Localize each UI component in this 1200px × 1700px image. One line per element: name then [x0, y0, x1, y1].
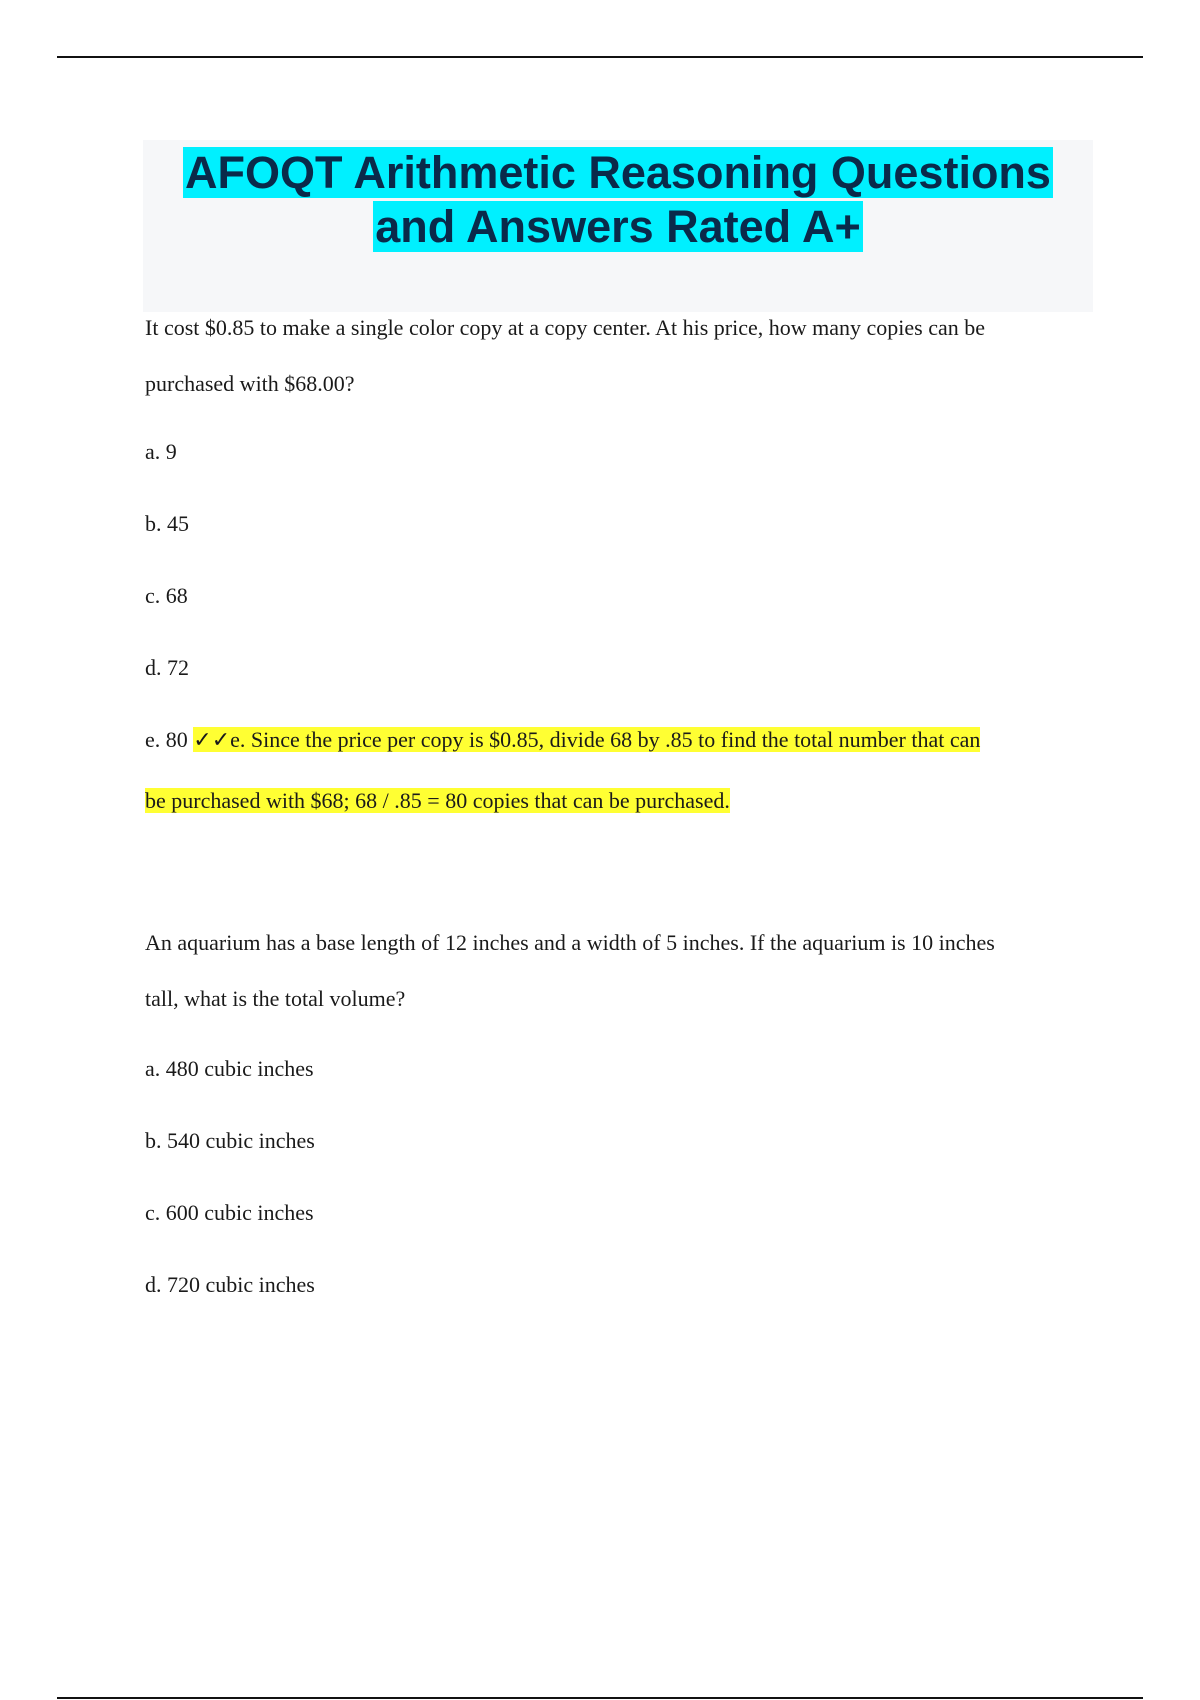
- question-1-option-d: d. 72: [145, 655, 189, 680]
- question-1-option-e: e. 80: [145, 727, 188, 752]
- question-2-option-c: c. 600 cubic inches: [145, 1200, 314, 1225]
- answer-explanation-line-1: e. Since the price per copy is $0.85, divide 68 by .85 to find the total number that can: [230, 727, 981, 752]
- answer-explanation-line-2-row: [145, 771, 1090, 831]
- question-2-option-d: d. 720 cubic inches: [145, 1272, 315, 1297]
- page-title: [143, 140, 1093, 254]
- answer-explanation-line-2: be purchased with $68; 68 / .85 = 80 copies that can be purchased.: [145, 788, 730, 813]
- header-rule: [57, 56, 1143, 58]
- title-line-2: and Answers Rated A+: [375, 201, 861, 252]
- question-1-text-line-1: It cost $0.85 to make a single color copy at a copy center. At his price, how many copies can be: [145, 315, 986, 340]
- question-2-text-line-2: tall, what is the total volume?: [145, 986, 406, 1011]
- title-line-1: AFOQT Arithmetic Reasoning Questions: [185, 147, 1051, 198]
- question-1-text-line-2: purchased with $68.00?: [145, 371, 355, 396]
- question-1-option-e-line: [145, 710, 1090, 771]
- question-spacer: [145, 831, 1090, 915]
- question-1: [145, 300, 1090, 831]
- question-2-option-a: a. 480 cubic inches: [145, 1056, 314, 1081]
- footer-rule: [57, 1697, 1143, 1699]
- question-1-option-c: c. 68: [145, 583, 188, 608]
- question-2: [145, 915, 1090, 1329]
- document-body: [145, 300, 1090, 1329]
- question-2-text-line-1: An aquarium has a base length of 12 inches and a width of 5 inches. If the aquarium is 10 inches: [145, 930, 995, 955]
- title-block: [143, 140, 1093, 312]
- question-1-option-b: b. 45: [145, 511, 189, 536]
- question-1-option-a: a. 9: [145, 439, 177, 464]
- double-check-icon: ✓✓: [193, 728, 231, 753]
- question-2-option-b: b. 540 cubic inches: [145, 1128, 315, 1153]
- answer-highlight-1: [193, 727, 980, 752]
